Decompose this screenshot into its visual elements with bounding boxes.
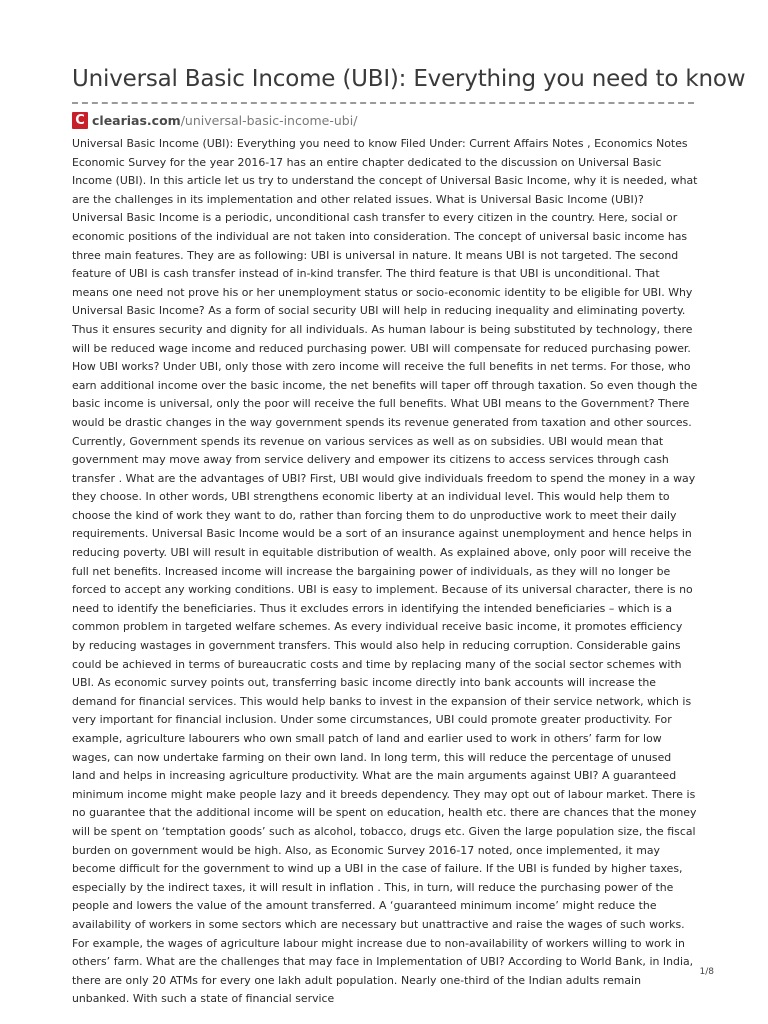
source-path[interactable]: /universal-basic-income-ubi/: [180, 112, 358, 128]
page-number: 1/8: [699, 967, 714, 977]
source-domain[interactable]: clearias.com: [92, 112, 181, 128]
clearias-logo-icon: C: [72, 112, 88, 129]
source-link[interactable]: [72, 111, 357, 129]
page-title: Universal Basic Income (UBI): Everything you need to know: [72, 66, 746, 92]
article-body: Universal Basic Income (UBI): Everything you need to know Filed Under: Current Affairs Notes , Economics Notes Economic Survey for the year 2016-17 has an entire chapter dedicated to the discussion on Universal Basic Income (UBI). In this article let us try to understand the concept of Universal Basic Income, why it is needed, what are the challenges in its implementation and other related issues. What is Universal Basic Income (UBI)? Universal Basic Income is a periodic, unconditional cash transfer to every citizen in the country. Here, social or economic positions of the individual are not taken into consideration. The concept of universal basic income has three main features. They are as following: UBI is universal in nature. It means UBI is not targeted. The second feature of UBI is cash transfer instead of in-kind transfer. The third feature is that UBI is unconditional. That means one need not prove his or her unemployment status or socio-economic identity to be eligible for UBI. Why Universal Basic Income? As a form of social security UBI will help in reducing inequality and eliminating poverty. Thus it ensures security and dignity for all individuals. As human labour is being substituted by technology, there will be reduced wage income and reduced purchasing power. UBI will compensate for reduced purchasing power. How UBI works? Under UBI, only those with zero income will receive the full benefits in net terms. For those, who earn additional income over the basic income, the net benefits will taper off through taxation. So even though the basic income is universal, only the poor will receive the full benefits. What UBI means to the Government? There would be drastic changes in the way government spends its revenue generated from taxation and other sources. Currently, Government spends its revenue on various services as well as on subsidies. UBI would mean that government may move away from service delivery and empower its citizens to access services through cash transfer . What are the advantages of UBI? First, UBI would give individuals freedom to spend the money in a way they choose. In other words, UBI strengthens economic liberty at an individual level. This would help them to choose the kind of work they want to do, rather than forcing them to do unproductive work to meet their daily requirements. Universal Basic Income would be a sort of an insurance against unemployment and hence helps in reducing poverty. UBI will result in equitable distribution of wealth. As explained above, only poor will receive the full net benefits. Increased income will increase the bargaining power of individuals, as they will no longer be forced to accept any working conditions. UBI is easy to implement. Because of its universal character, there is no need to identify the beneficiaries. Thus it excludes errors in identifying the intended beneficiaries – which is a common problem in targeted welfare schemes. As every individual receive basic income, it promotes efficiency by reducing wastages in government transfers. This would also help in reducing corruption. Considerable gains could be achieved in terms of bureaucratic costs and time by replacing many of the social sector schemes with UBI. As economic survey points out, transferring basic income directly into bank accounts will increase the demand for financial services. This would help banks to invest in the expansion of their service network, which is very important for financial inclusion. Under some circumstances, UBI could promote greater productivity. For example, agriculture labourers who own small patch of land and earlier used to work in others’ farm for low wages, can now undertake farming on their own land. In long term, this will reduce the percentage of unused land and helps in increasing agriculture productivity. What are the main arguments against UBI? A guaranteed minimum income might make people lazy and it breeds dependency. They may opt out of labour market. There is no guarantee that the additional income will be spent on education, health etc. there are chances that the money will be spent on ‘temptation goods’ such as alcohol, tobacco, drugs etc. Given the large population size, the fiscal burden on government would be high. Also, as Economic Survey 2016-17 noted, once implemented, it may become difficult for the government to wind up a UBI in the case of failure. If the UBI is funded by higher taxes, especially by the indirect taxes, it will result in inflation . This, in turn, will reduce the purchasing power of the people and lowers the value of the amount transferred. A ‘guaranteed minimum income’ might reduce the availability of workers in some sectors which are necessary but unattractive and raise the wages of such works. For example, the wages of agriculture labour might increase due to non-availability of workers willing to work in others’ farm. What are the challenges that may face in Implementation of UBI? According to World Bank, in India, there are only 20 ATMs for every one lakh adult population. Nearly one-third of the Indian adults remain unbanked. With such a state of financial service: [72, 137, 698, 1006]
title-divider: [72, 102, 694, 104]
